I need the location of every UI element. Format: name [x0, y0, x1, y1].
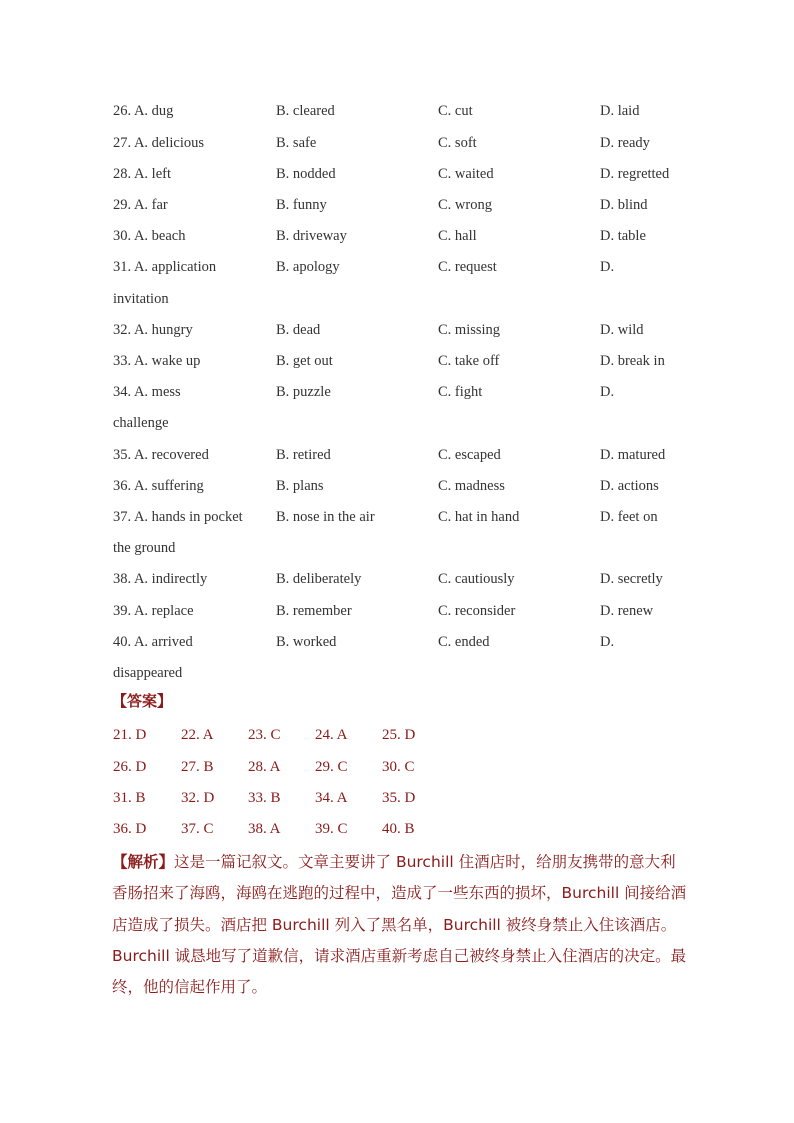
option-a: 28. A. left	[113, 166, 171, 182]
option-b: B. retired	[276, 447, 331, 463]
option-d: D. regretted	[600, 166, 670, 182]
answer-item: 38. A	[248, 821, 281, 837]
option-d: D.	[600, 634, 615, 650]
option-c: C. cautiously	[438, 571, 515, 587]
option-a: 33. A. wake up	[113, 353, 201, 369]
option-c: C. take off	[438, 353, 500, 369]
option-b: B. get out	[276, 353, 333, 369]
option-d: D. matured	[600, 447, 666, 463]
answer-item: 33. B	[248, 790, 281, 806]
option-d-continued: the ground	[113, 540, 176, 556]
option-c: C. ended	[438, 634, 490, 650]
answer-heading: 【答案】	[112, 692, 173, 710]
option-d: D.	[600, 384, 615, 400]
option-b: B. remember	[276, 603, 352, 619]
option-c: C. madness	[438, 478, 505, 494]
option-b: B. nodded	[276, 166, 336, 182]
option-c: C. wrong	[438, 197, 492, 213]
option-b: B. funny	[276, 197, 327, 213]
option-a: 29. A. far	[113, 197, 168, 213]
answer-item: 22. A	[181, 727, 214, 743]
option-a: 30. A. beach	[113, 228, 186, 244]
option-c: C. waited	[438, 166, 494, 182]
option-d: D. feet on	[600, 509, 658, 525]
answer-item: 31. B	[113, 790, 146, 806]
option-c: C. request	[438, 259, 497, 275]
explanation-text: 这是一篇记叙文。文章主要讲了 Burchill 住酒店时，给朋友携带的意大利香肠招来了海鸥，海鸥在逃跑的过程中，造成了一些东西的损坏，Burchill 间接给酒店造成了损失。酒店把 Burchill 列入了黑名单，Burchill 被终身禁止入住该酒店。Burchill 诚恳地写了道歉信，请求酒店重新考虑自己被终身禁止入住酒店的决定。最终，他的信起作用了。	[112, 853, 687, 997]
explanation-paragraph	[112, 847, 687, 1003]
option-d: D. renew	[600, 603, 654, 619]
option-d: D. ready	[600, 135, 650, 151]
option-c: C. cut	[438, 103, 473, 119]
option-d-continued: invitation	[113, 291, 169, 307]
option-a: 39. A. replace	[113, 603, 194, 619]
option-b: B. puzzle	[276, 384, 331, 400]
answer-item: 26. D	[113, 759, 147, 775]
option-b: B. worked	[276, 634, 337, 650]
option-b: B. plans	[276, 478, 324, 494]
answer-item: 39. C	[315, 821, 348, 837]
answer-item: 30. C	[382, 759, 415, 775]
option-d-continued: disappeared	[113, 665, 183, 681]
answer-item: 24. A	[315, 727, 348, 743]
option-d: D. wild	[600, 322, 644, 338]
option-a: 26. A. dug	[113, 103, 174, 119]
answer-item: 32. D	[181, 790, 215, 806]
answer-item: 40. B	[382, 821, 415, 837]
option-a: 38. A. indirectly	[113, 571, 208, 587]
option-b: B. safe	[276, 135, 317, 151]
option-d: D. break in	[600, 353, 665, 369]
option-c: C. soft	[438, 135, 477, 151]
option-a: 32. A. hungry	[113, 322, 193, 338]
option-d: D. table	[600, 228, 646, 244]
explanation-label: 【解析】	[112, 853, 175, 871]
option-a: 31. A. application	[113, 259, 217, 275]
option-b: B. dead	[276, 322, 321, 338]
option-c: C. missing	[438, 322, 501, 338]
answer-item: 25. D	[382, 727, 416, 743]
answer-item: 37. C	[181, 821, 214, 837]
option-d: D. secretly	[600, 571, 663, 587]
option-b: B. driveway	[276, 228, 347, 244]
option-d: D. laid	[600, 103, 640, 119]
answer-item: 34. A	[315, 790, 348, 806]
option-d-continued: challenge	[113, 415, 169, 431]
option-b: B. cleared	[276, 103, 335, 119]
option-a: 34. A. mess	[113, 384, 181, 400]
option-c: C. fight	[438, 384, 483, 400]
answer-item: 36. D	[113, 821, 147, 837]
option-b: B. apology	[276, 259, 340, 275]
answer-item: 23. C	[248, 727, 281, 743]
option-d: D. actions	[600, 478, 659, 494]
option-b: B. deliberately	[276, 571, 362, 587]
answer-item: 29. C	[315, 759, 348, 775]
option-a: 40. A. arrived	[113, 634, 193, 650]
option-a: 36. A. suffering	[113, 478, 204, 494]
option-c: C. hat in hand	[438, 509, 520, 525]
option-a: 35. A. recovered	[113, 447, 209, 463]
answer-item: 21. D	[113, 727, 147, 743]
answer-item: 27. B	[181, 759, 214, 775]
option-c: C. escaped	[438, 447, 501, 463]
option-d: D.	[600, 259, 615, 275]
answer-item: 28. A	[248, 759, 281, 775]
option-d: D. blind	[600, 197, 648, 213]
option-b: B. nose in the air	[276, 509, 375, 525]
option-c: C. reconsider	[438, 603, 516, 619]
option-a: 27. A. delicious	[113, 135, 205, 151]
answer-item: 35. D	[382, 790, 416, 806]
option-a: 37. A. hands in pocket	[113, 509, 243, 525]
option-c: C. hall	[438, 228, 477, 244]
